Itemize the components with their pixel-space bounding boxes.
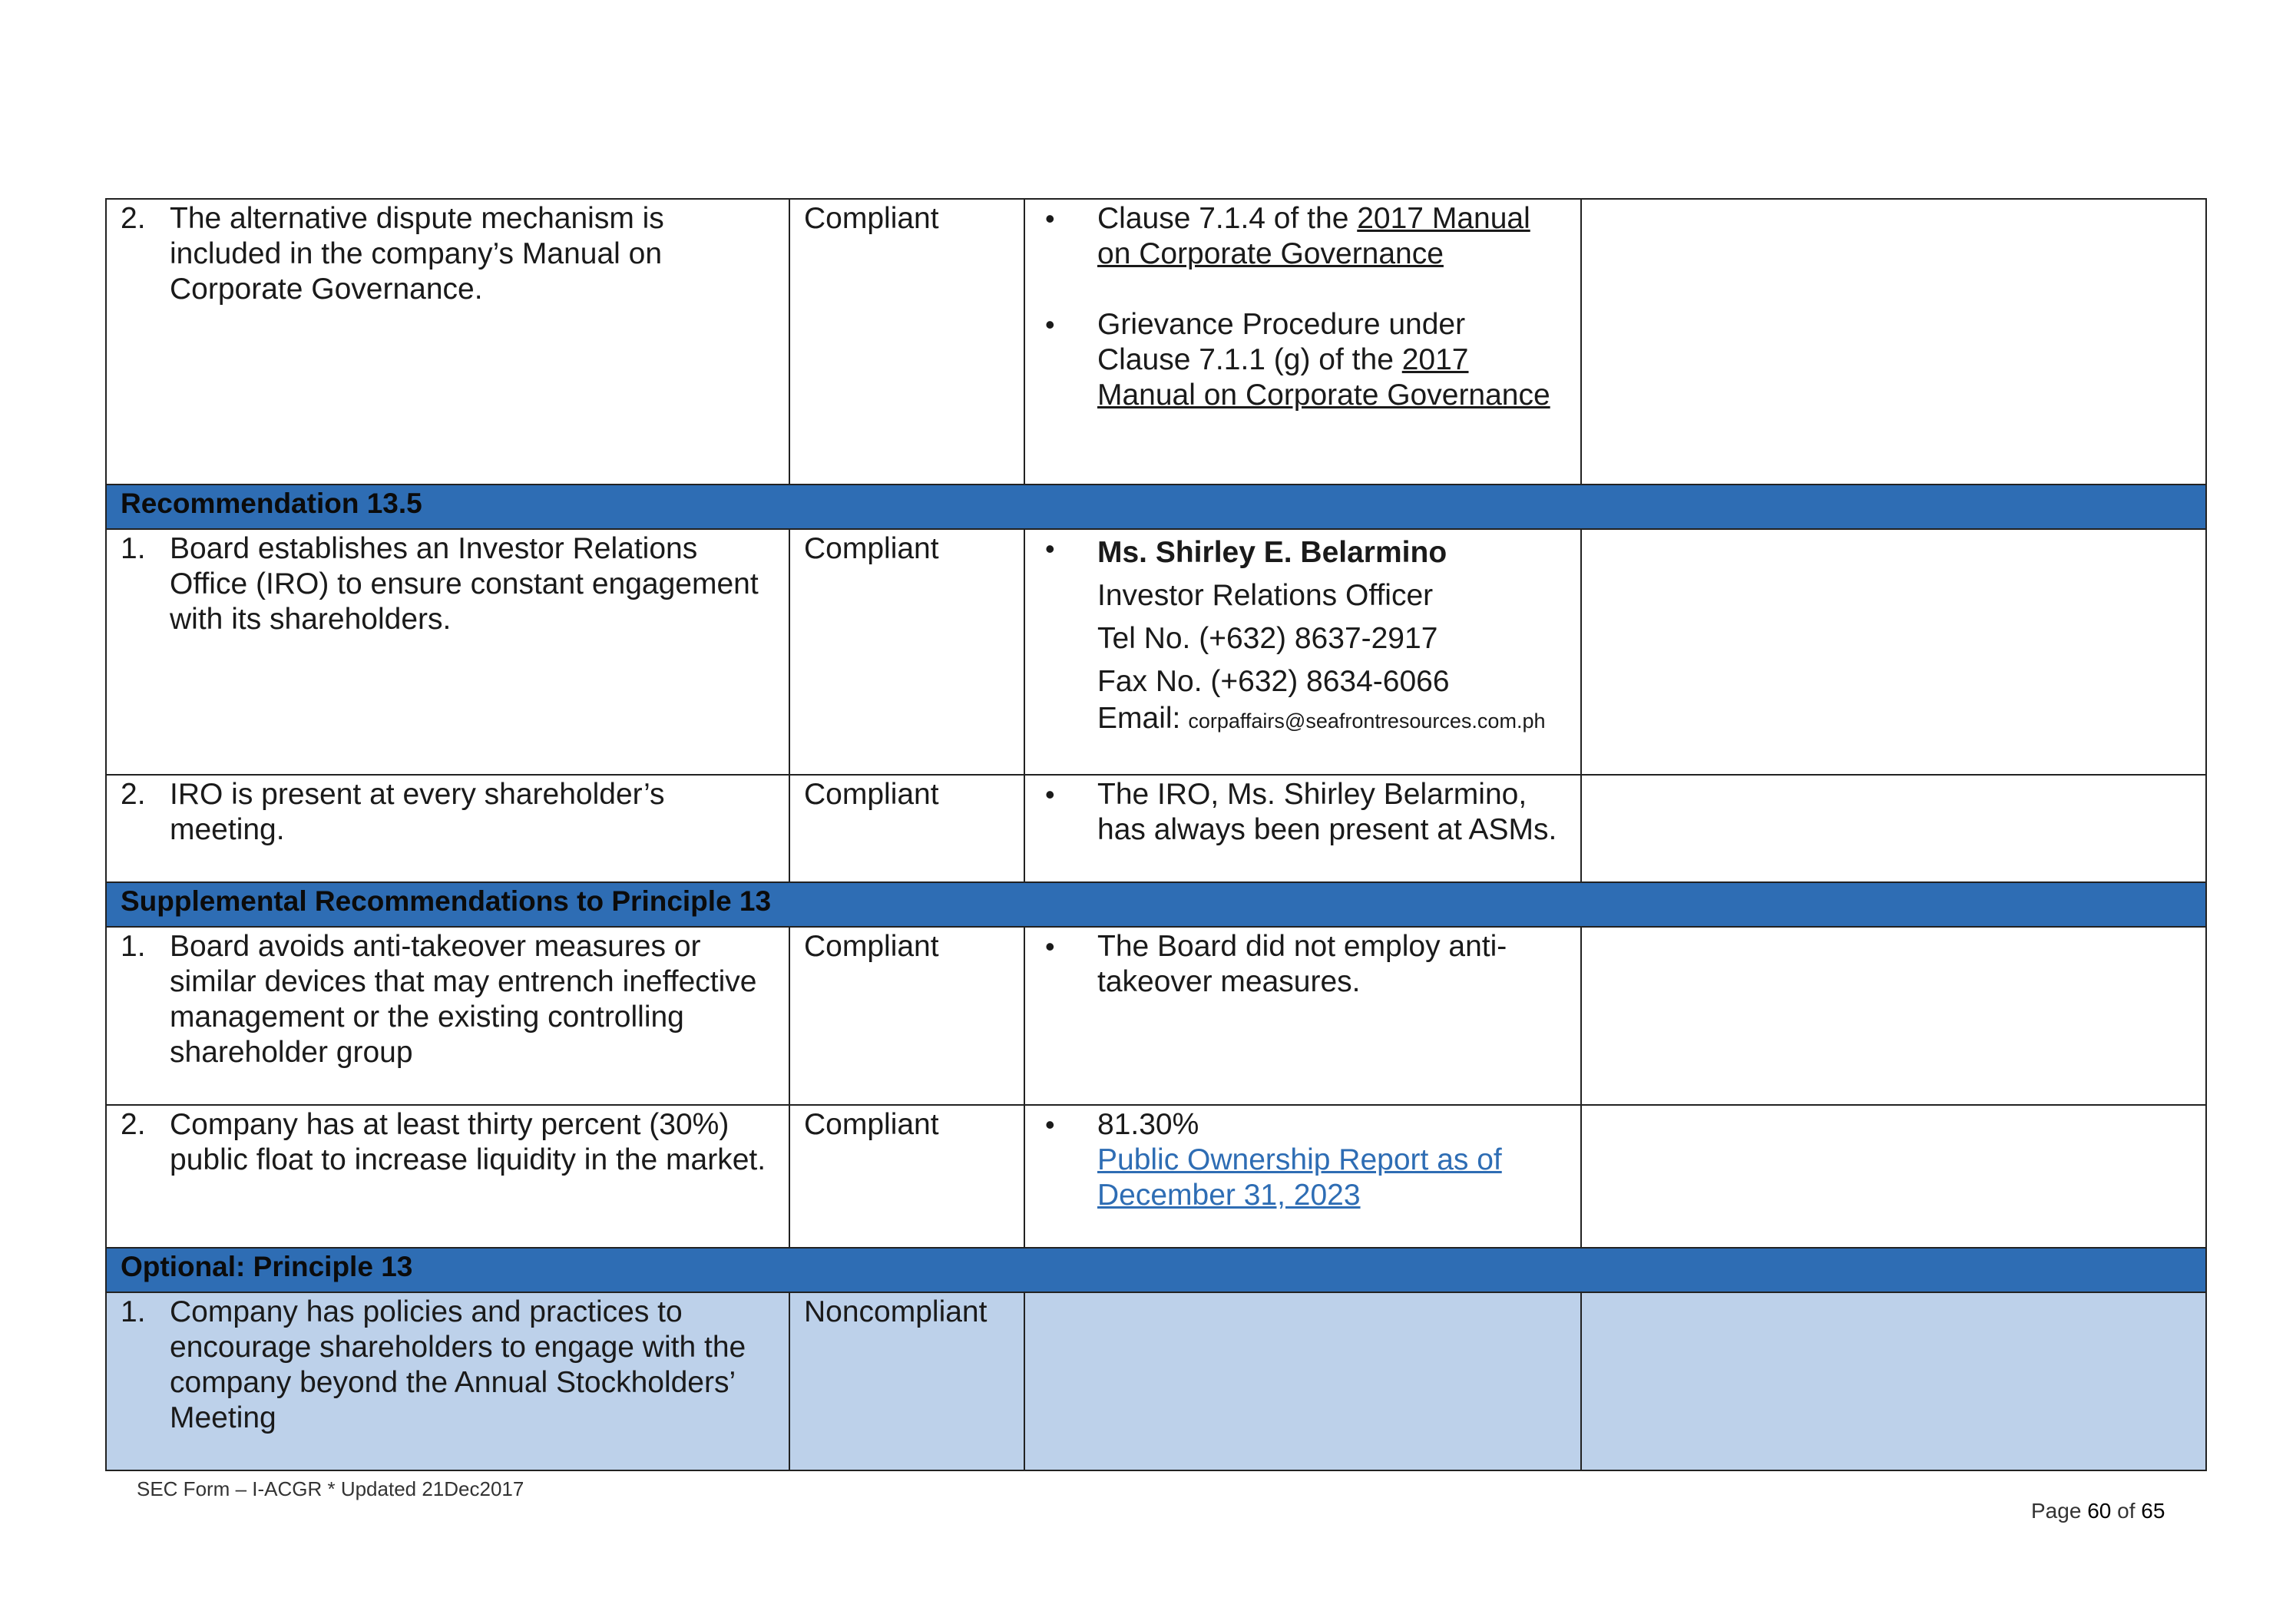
manual-reference: 2017 Manual on Corporate Governance [1097, 202, 1530, 270]
evidence-cell [1024, 775, 1581, 882]
table-row [106, 1292, 2206, 1470]
contact-fax: Fax No. (+632) 8634-6066 [1097, 665, 1450, 698]
item-number: 1. [121, 532, 146, 565]
status-cell: Compliant [789, 199, 1024, 485]
table-row [106, 529, 2206, 775]
footer-form-label: SEC Form – I-ACGR * Updated 21Dec2017 [137, 1477, 524, 1500]
recommendation-cell [106, 775, 789, 882]
contact-name: • Ms. Shirley E. Belarmino [1097, 536, 1447, 569]
evidence-cell [1024, 529, 1581, 775]
contact-email-label: Email: [1097, 702, 1181, 735]
item-number: 2. [121, 778, 146, 811]
recommendation-text: Company has at least thirty percent (30%) public float to increase liquidity in the market. [170, 1108, 766, 1176]
explanation-cell [1581, 1105, 2206, 1248]
table-row [106, 775, 2206, 882]
recommendation-cell [106, 199, 789, 485]
contact-block [1039, 531, 1567, 736]
recommendation-text: The alternative dispute mechanism is included in the company’s Manual on Corporate Governance. [170, 202, 664, 306]
evidence-cell [1024, 1292, 1581, 1470]
explanation-cell [1581, 1292, 2206, 1470]
public-ownership-report-link[interactable]: Public Ownership Report as of December 31, 2023 [1097, 1143, 1502, 1212]
status-cell: Compliant [789, 1105, 1024, 1248]
recommendation-text: Board establishes an Investor Relations Office (IRO) to ensure constant engagement with its shareholders. [170, 532, 759, 636]
recommendation-text: Board avoids anti-takeover measures or similar devices that may entrench ineffective management or the existing controlling shareholder group [170, 930, 757, 1069]
status-cell: Noncompliant [789, 1292, 1024, 1470]
section-header [106, 882, 2206, 927]
item-number: 2. [121, 202, 146, 235]
evidence-item [1039, 1107, 1567, 1213]
evidence-item: • The IRO, Ms. Shirley Belarmino, has always been present at ASMs. [1039, 777, 1567, 848]
status-cell: Compliant [789, 775, 1024, 882]
evidence-cell [1024, 927, 1581, 1105]
manual-reference: 2017 Manual on Corporate Governance [1097, 343, 1550, 412]
table-row [106, 199, 2206, 485]
section-header [106, 485, 2206, 529]
contact-title: Investor Relations Officer [1097, 579, 1434, 612]
evidence-item: • Clause 7.1.4 of the 2017 Manual on Corporate Governance [1039, 201, 1567, 272]
public-float-value: • 81.30% [1097, 1108, 1199, 1141]
recommendation-cell [106, 927, 789, 1105]
page-number: Page 60 of 65 [2031, 1499, 2165, 1523]
table-row [106, 927, 2206, 1105]
item-number: 2. [121, 1108, 146, 1141]
explanation-cell [1581, 529, 2206, 775]
recommendation-cell [106, 1105, 789, 1248]
contact-tel: Tel No. (+632) 8637-2917 [1097, 622, 1438, 655]
recommendation-text: Company has policies and practices to encourage shareholders to engage with the company beyond the Annual Stockholders’ Meeting [170, 1295, 746, 1434]
section-title: Recommendation 13.5 [106, 485, 2206, 529]
recommendation-text: IRO is present at every shareholder’s meeting. [170, 778, 665, 846]
section-title: Optional: Principle 13 [106, 1248, 2206, 1292]
section-header [106, 1248, 2206, 1292]
recommendation-cell [106, 529, 789, 775]
evidence-item: • The Board did not employ anti-takeover measures. [1039, 929, 1567, 1000]
evidence-cell [1024, 199, 1581, 485]
status-cell: Compliant [789, 927, 1024, 1105]
status-cell: Compliant [789, 529, 1024, 775]
recommendation-cell [106, 1292, 789, 1470]
evidence-cell [1024, 1105, 1581, 1248]
evidence-item: • Grievance Procedure under Clause 7.1.1 (g) of the 2017 Manual on Corporate Governance [1039, 307, 1567, 413]
governance-table [105, 198, 2207, 1471]
table-row [106, 1105, 2206, 1248]
explanation-cell [1581, 927, 2206, 1105]
item-number: 1. [121, 930, 146, 963]
section-title: Supplemental Recommendations to Principle 13 [106, 882, 2206, 927]
explanation-cell [1581, 775, 2206, 882]
contact-email: corpaffairs@seafrontresources.com.ph [1188, 709, 1546, 733]
contact-email-line [1097, 703, 1567, 736]
item-number: 1. [121, 1295, 146, 1328]
explanation-cell [1581, 199, 2206, 485]
